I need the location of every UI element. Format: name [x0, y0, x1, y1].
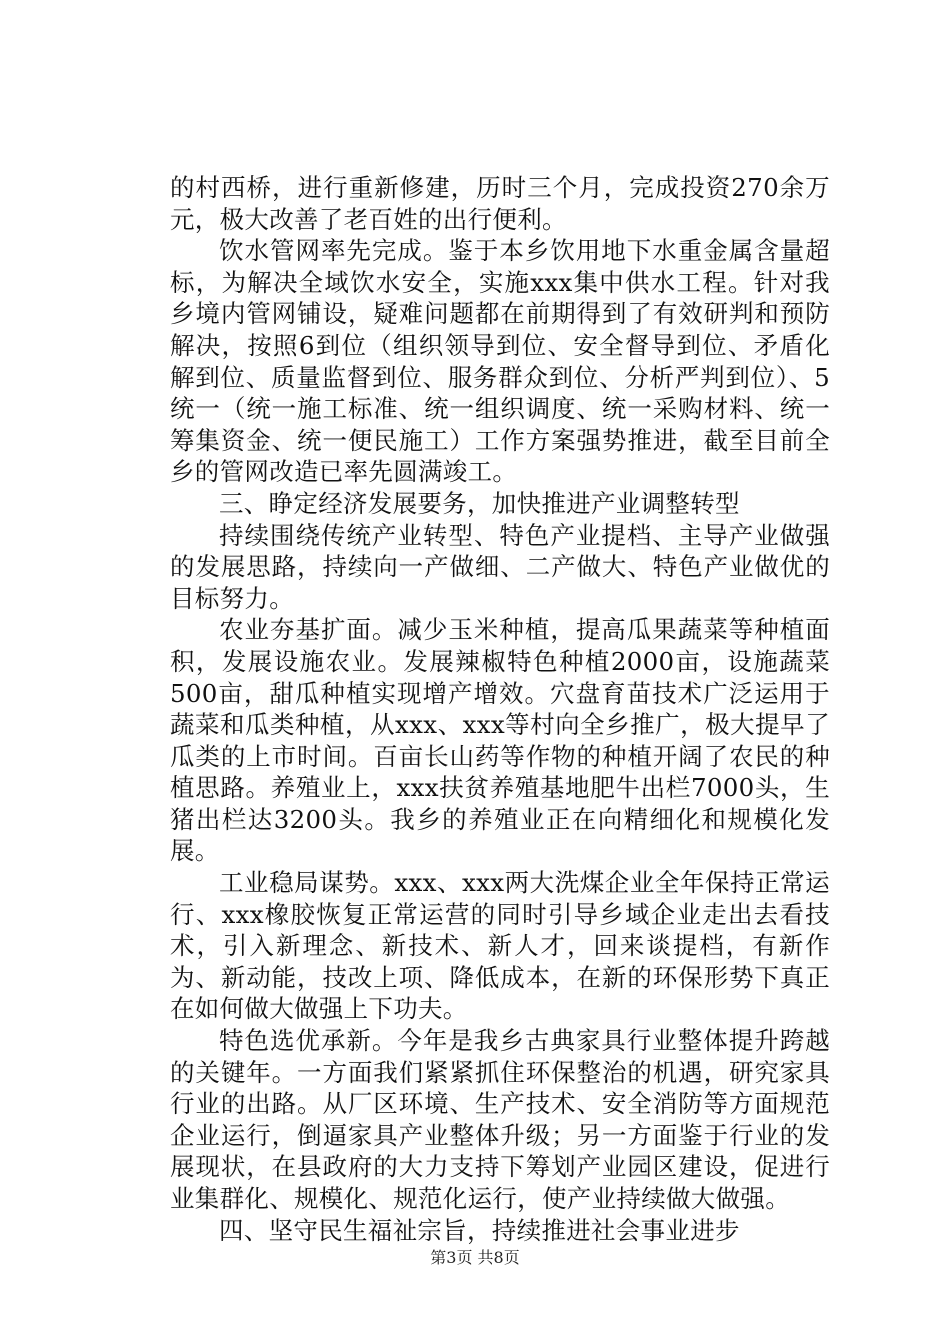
- page-footer: 第3页 共8页: [430, 1248, 520, 1267]
- paragraph-water-network: 饮水管网率先完成。鉴于本乡饮用地下水重金属含量超标，为解决全域饮水安全，实施xxx集中供水工程。针对我乡境内管网铺设，疑难问题都在前期得到了有效研判和预防解决，按照6到位（组织领导到位、安全督导到位、矛盾化解到位、质量监督到位、服务群众到位、分析严判到位）、5统一（统一施工标准、统一组织调度、统一采购材料、统一筹集资金、统一便民施工）工作方案强势推进，截至目前全乡的管网改造已率先圆满竣工。: [170, 236, 830, 487]
- section-heading-4: 四、坚守民生福祉宗旨，持续推进社会事业进步: [219, 1215, 740, 1245]
- paragraph-continuation: 的村西桥，进行重新修建，历时三个月，完成投资270余万元，极大改善了老百姓的出行便利。: [170, 173, 830, 234]
- paragraph-featured-industry: 特色选优承新。今年是我乡古典家具行业整体提升跨越的关键年。一方面我们紧紧抓住环保整治的机遇，研究家具行业的出路。从厂区环境、生产技术、安全消防等方面规范企业运行，倒逼家具产业整体升级；另一方面鉴于行业的发展现状，在县政府的大力支持下筹划产业园区建设，促进行业集群化、规模化、规范化运行，使产业持续做大做强。: [170, 1026, 830, 1213]
- body-text: [170, 172, 830, 1246]
- paragraph-industry: 工业稳局谋势。xxx、xxx两大洗煤企业全年保持正常运行、xxx橡胶恢复正常运营的同时引导乡域企业走出去看技术，引入新理念、新技术、新人才，回来谈提档，有新作为、新动能，技改上项、降低成本，在新的环保形势下真正在如何做大做强上下功夫。: [170, 868, 830, 1024]
- paragraph-agriculture: 农业夯基扩面。减少玉米种植，提高瓜果蔬菜等种植面积，发展设施农业。发展辣椒特色种植2000亩，设施蔬菜500亩，甜瓜种植实现增产增效。穴盘育苗技术广泛运用于蔬菜和瓜类种植，从xxx、xxx等村向全乡推广，极大提早了瓜类的上市时间。百亩长山药等作物的种植开阔了农民的种植思路。养殖业上，xxx扶贫养殖基地肥牛出栏7000头，生猪出栏达3200头。我乡的养殖业正在向精细化和规模化发展。: [170, 615, 830, 866]
- paragraph-industry-intro: 持续围绕传统产业转型、特色产业提档、主导产业做强的发展思路，持续向一产做细、二产做大、特色产业做优的目标努力。: [170, 520, 830, 613]
- section-heading-3: 三、睁定经济发展要务，加快推进产业调整转型: [219, 488, 740, 518]
